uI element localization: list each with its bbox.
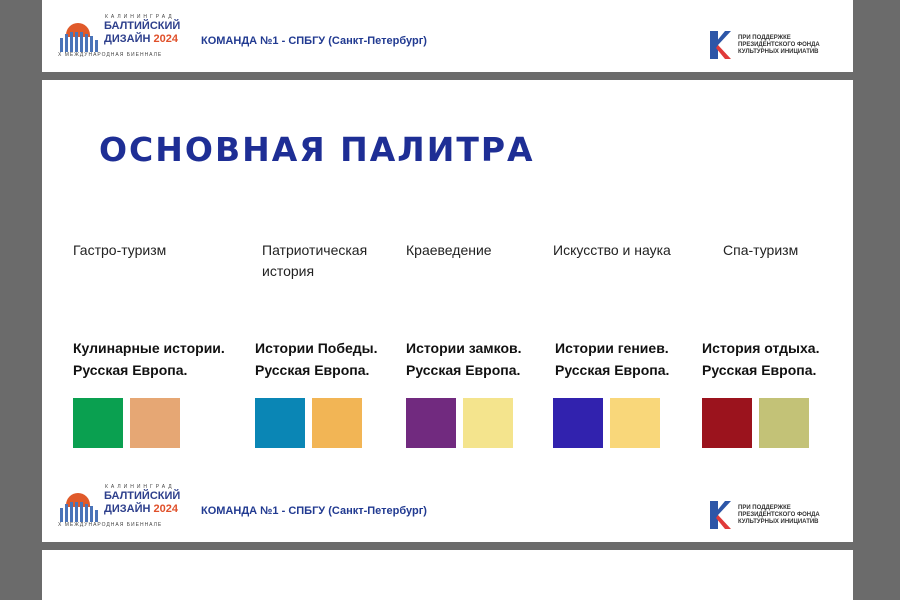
category-label: Краеведение — [406, 242, 492, 258]
story-line: Русская Европа. — [555, 362, 670, 378]
logo-line2 — [104, 33, 178, 45]
fund-mark-icon — [709, 30, 733, 60]
page-header — [42, 0, 853, 72]
team-label: КОМАНДА №1 - СПБГУ (Санкт-Петербург) — [201, 35, 427, 47]
story-line: Русская Европа. — [406, 362, 521, 378]
logo-line2 — [104, 503, 178, 515]
story-line: Истории гениев. — [555, 340, 669, 356]
logo-line1: БАЛТИЙСКИЙ — [104, 490, 181, 502]
story-line: Русская Европа. — [73, 362, 188, 378]
columns-icon — [58, 502, 100, 522]
color-swatch — [406, 398, 456, 448]
color-swatch — [759, 398, 809, 448]
logo-word: ДИЗАЙН — [104, 503, 151, 515]
fund-logo — [709, 30, 839, 62]
logo-year: 2024 — [153, 503, 178, 515]
fund-mark-icon — [709, 500, 733, 530]
fund-line3: КУЛЬТУРНЫХ ИНИЦИАТИВ — [738, 49, 819, 55]
color-swatch — [553, 398, 603, 448]
color-swatch — [130, 398, 180, 448]
fund-text — [738, 35, 820, 56]
fund-line3: КУЛЬТУРНЫХ ИНИЦИАТИВ — [738, 519, 819, 525]
story-line: Истории Победы. — [255, 340, 378, 356]
story-title — [255, 337, 378, 381]
category-label: Искусство и наука — [553, 242, 671, 258]
logo-subtitle: X МЕЖДУНАРОДНАЯ БИЕННАЛЕ — [58, 522, 163, 528]
story-line: Русская Европа. — [702, 362, 817, 378]
slide-page — [42, 80, 853, 542]
logo-line1: БАЛТИЙСКИЙ — [104, 20, 181, 32]
fund-text — [738, 505, 820, 526]
story-title — [406, 337, 522, 381]
category-label: Гастро-туризм — [73, 242, 167, 258]
story-line: Кулинарные истории. — [73, 340, 225, 356]
logo-city: КАЛИНИНГРАД — [105, 14, 175, 20]
category-label: Спа-туризм — [723, 242, 799, 258]
fund-line1: ПРИ ПОДДЕРЖКЕ — [738, 505, 791, 511]
columns-icon — [58, 32, 100, 52]
biennale-logo — [58, 484, 181, 532]
fund-line1: ПРИ ПОДДЕРЖКЕ — [738, 35, 791, 41]
story-title — [73, 337, 225, 381]
story-title — [702, 337, 819, 381]
color-swatch — [255, 398, 305, 448]
color-swatch — [702, 398, 752, 448]
color-swatch — [312, 398, 362, 448]
biennale-logo — [58, 14, 181, 62]
page-top — [42, 0, 853, 72]
fund-line2: ПРЕЗИДЕНТСКОГО ФОНДА — [738, 42, 820, 48]
logo-year: 2024 — [153, 33, 178, 45]
slide-title: ОСНОВНАЯ ПАЛИТРА — [99, 130, 535, 169]
color-swatch — [73, 398, 123, 448]
page-bottom — [42, 550, 853, 600]
category-label: Патриотическая история — [262, 242, 368, 279]
team-label: КОМАНДА №1 - СПБГУ (Санкт-Петербург) — [201, 505, 427, 517]
logo-city: КАЛИНИНГРАД — [105, 484, 175, 490]
logo-word: ДИЗАЙН — [104, 33, 151, 45]
fund-line2: ПРЕЗИДЕНТСКОГО ФОНДА — [738, 512, 820, 518]
logo-subtitle: X МЕЖДУНАРОДНАЯ БИЕННАЛЕ — [58, 52, 163, 58]
fund-logo — [709, 500, 839, 532]
story-line: Русская Европа. — [255, 362, 370, 378]
story-line: Истории замков. — [406, 340, 522, 356]
page-header — [42, 470, 853, 542]
color-swatch — [610, 398, 660, 448]
story-title — [555, 337, 669, 381]
color-swatch — [463, 398, 513, 448]
story-line: История отдыха. — [702, 340, 820, 356]
